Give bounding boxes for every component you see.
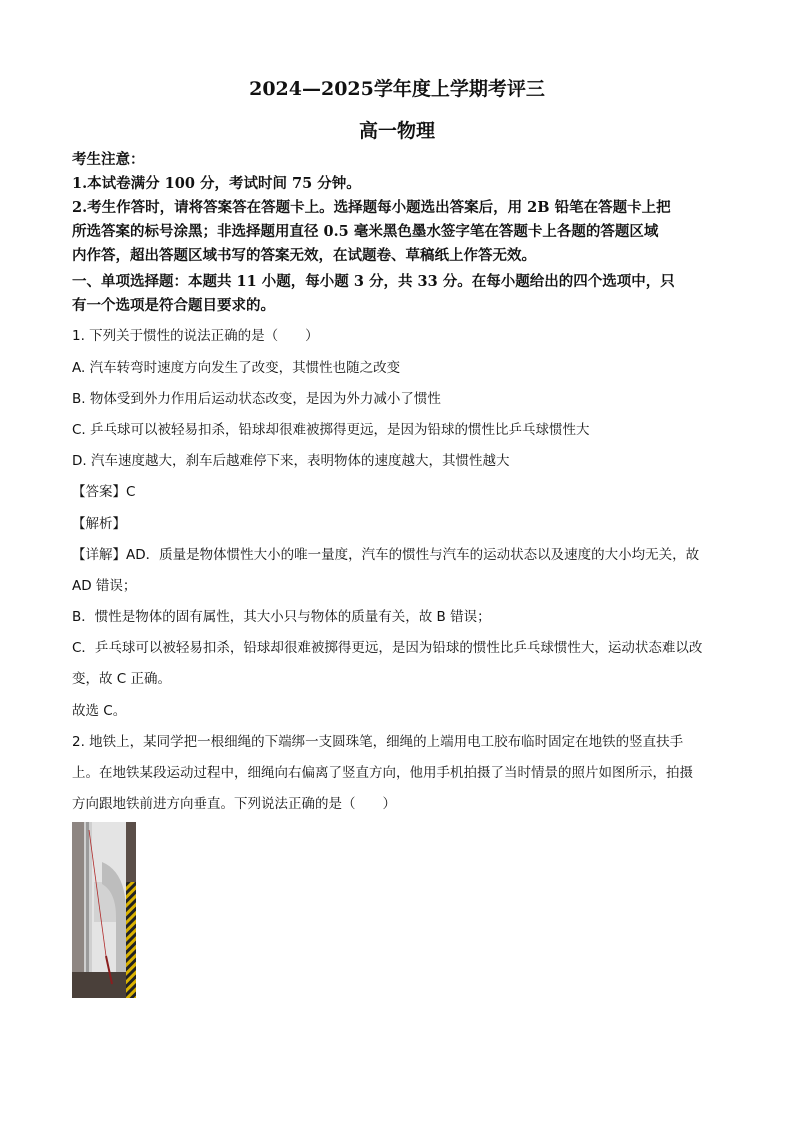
question-1-stem: 1. 下列关于惯性的说法正确的是（ ） (72, 328, 319, 344)
notice-heading: 考生注意： (72, 151, 145, 168)
detail-line-1 (72, 543, 699, 563)
answer-value: C (126, 484, 136, 500)
detail-line-2: AD 错误； (72, 578, 137, 594)
answer-tag: 【答案】 (72, 484, 126, 500)
detail-tag: 【详解】 (72, 547, 126, 563)
page-title: 2024—2025学年度上学期考评三 (249, 78, 545, 100)
notice-item-1: 1.本试卷满分 100 分，考试时间 75 分钟。 (72, 175, 361, 192)
answer-line (72, 480, 135, 500)
page-subtitle: 高一物理 (358, 120, 435, 142)
question-1-option-a: A. 汽车转弯时速度方向发生了改变，其惯性也随之改变 (72, 360, 401, 376)
detail-text-1: AD．质量是物体惯性大小的唯一量度，汽车的惯性与汽车的运动状态以及速度的大小均无关，故 (126, 547, 700, 563)
question-2-stem-3: 方向跟地铁前进方向垂直。下列说法正确的是（ ） (72, 796, 396, 812)
detail-conclusion: 故选 C。 (72, 703, 127, 719)
detail-line-3: B．惯性是物体的固有属性，其大小只与物体的质量有关，故 B 错误； (72, 609, 491, 625)
question-1-option-b: B. 物体受到外力作用后运动状态改变，是因为外力减小了惯性 (72, 391, 441, 407)
notice-item-2-cont: 所选答案的标号涂黑；非选择题用直径 0.5 毫米黑色墨水签字笔在答题卡上各题的答题区域 (72, 223, 659, 240)
detail-line-5: 变，故 C 正确。 (72, 671, 172, 687)
question-1-option-c: C. 乒乓球可以被轻易扣杀，铅球却很难被掷得更远，是因为铅球的惯性比乒乓球惯性大 (72, 422, 590, 438)
notice-item-2-cont2: 内作答，超出答题区域书写的答案无效，在试题卷、草稿纸上作答无效。 (72, 247, 536, 264)
subway-photo (72, 822, 136, 998)
analysis-tag: 【解析】 (72, 516, 126, 532)
detail-line-4: C．乒乓球可以被轻易扣杀，铅球却很难被掷得更远，是因为铅球的惯性比乒乓球惯性大，运动状态难以改 (72, 640, 703, 656)
question-2-stem-1: 2. 地铁上，某同学把一根细绳的下端绑一支圆珠笔，细绳的上端用电工胶布临时固定在地铁的竖直扶手 (72, 734, 684, 750)
notice-item-2: 2.考生作答时，请将答案答在答题卡上。选择题每小题选出答案后，用 2B 铅笔在答题卡上把 (72, 199, 671, 216)
question-2-stem-2: 上。在地铁某段运动过程中，细绳向右偏离了竖直方向，他用手机拍摄了当时情景的照片如图所示，拍摄 (72, 765, 693, 781)
question-1-option-d: D. 汽车速度越大，刹车后越难停下来，表明物体的速度越大，其惯性越大 (72, 453, 510, 469)
section-heading-cont: 有一个选项是符合题目要求的。 (72, 297, 275, 314)
section-heading: 一、单项选择题：本题共 11 小题，每小题 3 分，共 33 分。在每小题给出的四个选项中，只 (72, 273, 675, 290)
